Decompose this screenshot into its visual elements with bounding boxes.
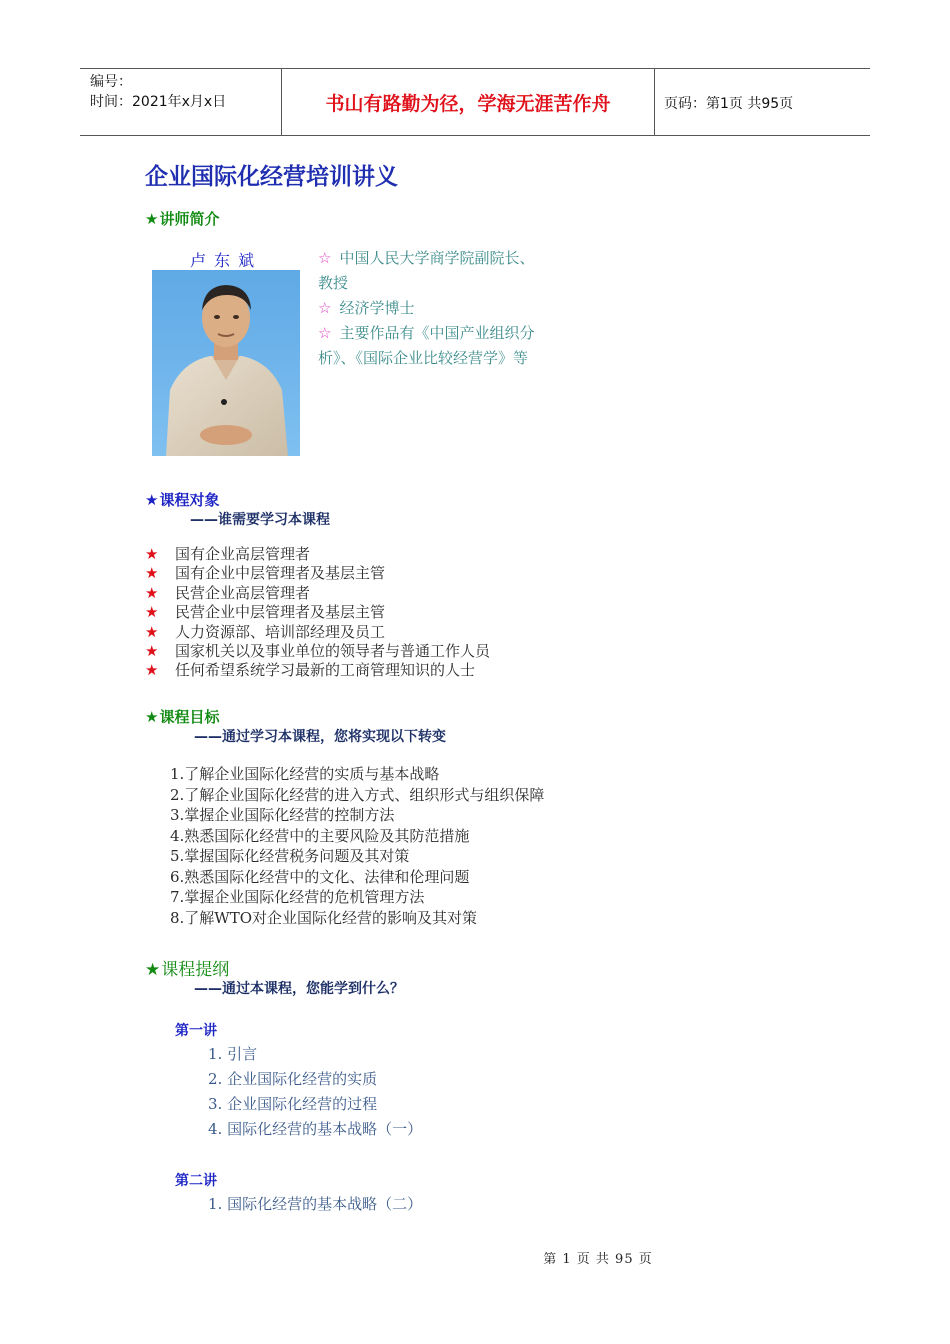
list-item: 7.掌握企业国际化经营的危机管理方法 (170, 888, 425, 906)
document-number-label: 编号： (90, 74, 132, 90)
lecture-2-items (208, 1192, 422, 1217)
list-item: ★ 国有企业高层管理者 (145, 545, 311, 563)
bio-line-2: 教授 (318, 274, 349, 292)
list-item: 3. 企业国际化经营的过程 (208, 1095, 378, 1113)
goals-heading: ★课程目标 (145, 708, 220, 726)
outline-star-icon: ☆ (318, 299, 332, 317)
red-star-icon: ★ (145, 564, 159, 583)
star-icon: ★ (145, 210, 159, 228)
list-item: 4. 国际化经营的基本战略（一） (208, 1120, 423, 1138)
list-item: ★ 民营企业高层管理者 (145, 583, 311, 602)
red-star-icon: ★ (145, 622, 159, 641)
lecture-1-items (208, 1042, 422, 1142)
lecture-2-title: 第二讲 (175, 1173, 217, 1189)
red-star-icon: ★ (145, 583, 159, 602)
red-star-icon: ★ (145, 545, 159, 563)
outline-subheading: ——通过本课程，您能学到什么？ (194, 981, 404, 997)
lecturer-name: 卢东斌 (190, 251, 263, 270)
header-bottom-rule (80, 135, 870, 136)
header-motto: 书山有路勤为径，学海无涯苦作舟 (325, 93, 611, 115)
header-meta (90, 72, 226, 112)
outline-star-icon: ☆ (318, 249, 332, 267)
list-item: ★ 国有企业中层管理者及基层主管 (145, 564, 386, 583)
star-icon: ★ (145, 708, 159, 726)
star-icon: ★ (145, 491, 159, 509)
red-star-icon: ★ (145, 603, 159, 622)
page-footer: 第 1 页 共 95 页 (543, 1252, 653, 1267)
header-page-info: 页码：第1页 共95页 (664, 96, 794, 112)
list-item: 4.熟悉国际化经营中的主要风险及其防范措施 (170, 826, 470, 845)
list-item: 1.了解企业国际化经营的实质与基本战略 (170, 765, 440, 783)
list-item: 6.熟悉国际化经营中的文化、法律和伦理问题 (170, 867, 470, 886)
list-item: ★ 民营企业中层管理者及基层主管 (145, 603, 386, 622)
list-item: ★ 任何希望系统学习最新的工商管理知识的人士 (145, 661, 476, 680)
outline-heading: ★课程提纲 (145, 960, 230, 980)
lecturer-photo (152, 270, 300, 456)
lecturer-bio (318, 246, 578, 371)
audience-subheading: ——谁需要学习本课程 (190, 512, 330, 528)
header-divider-2 (654, 68, 655, 136)
audience-heading: ★课程对象 (145, 491, 220, 509)
header-top-rule (80, 68, 870, 69)
list-item: 3.掌握企业国际化经营的控制方法 (170, 806, 395, 824)
star-icon: ★ (145, 960, 161, 980)
list-item: 2. 企业国际化经营的实质 (208, 1070, 378, 1088)
lecturer-heading: ★讲师简介 (145, 210, 220, 228)
list-item: 1. 国际化经营的基本战略（二） (208, 1195, 423, 1213)
document-time-label: 时间：2021年x月x日 (90, 94, 227, 110)
audience-list (145, 545, 490, 681)
lecturer-portrait-image (152, 270, 300, 456)
lecture-1-title: 第一讲 (175, 1023, 217, 1039)
document-title: 企业国际化经营培训讲义 (145, 164, 398, 190)
list-item: ★ 国家机关以及事业单位的领导者与普通工作人员 (145, 642, 491, 661)
bio-line-4: ☆ 主要作品有《中国产业组织分 (318, 324, 535, 342)
list-item: 1. 引言 (208, 1045, 258, 1063)
goals-list (170, 764, 544, 928)
red-star-icon: ★ (145, 661, 159, 680)
bio-line-1: ☆ 中国人民大学商学院副院长、 (318, 249, 535, 267)
outline-star-icon: ☆ (318, 324, 332, 342)
list-item: 8.了解WTO对企业国际化经营的影响及其对策 (170, 908, 478, 927)
red-star-icon: ★ (145, 642, 159, 661)
bio-line-3: ☆ 经济学博士 (318, 299, 415, 317)
bio-line-5: 析》、《国际企业比较经营学》等 (318, 349, 529, 367)
list-item: ★ 人力资源部、培训部经理及员工 (145, 622, 386, 641)
list-item: 5.掌握国际化经营税务问题及其对策 (170, 847, 410, 865)
goals-subheading: ——通过学习本课程，您将实现以下转变 (194, 729, 446, 745)
list-item: 2.了解企业国际化经营的进入方式、组织形式与组织保障 (170, 785, 545, 804)
